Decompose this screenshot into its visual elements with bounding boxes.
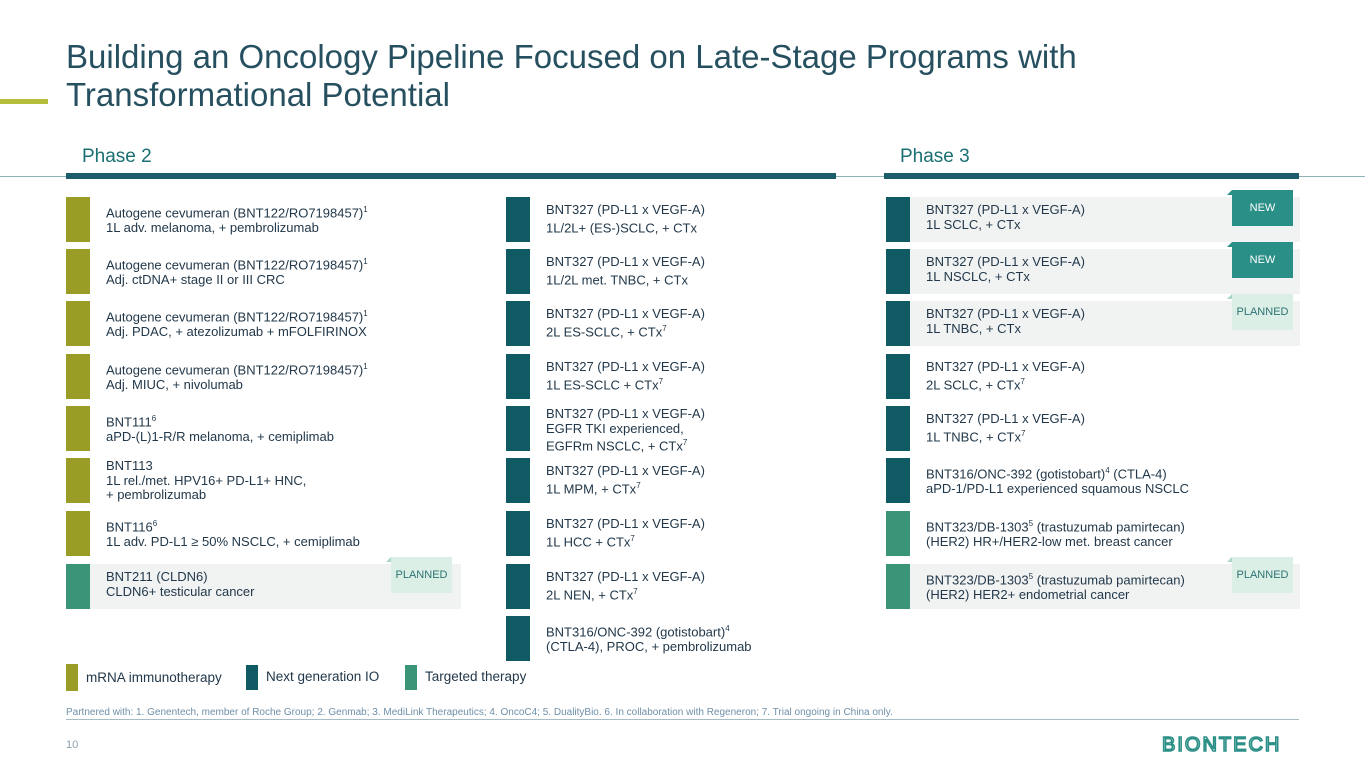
program-footnote: 5 bbox=[1028, 572, 1034, 581]
program-name: BNT116 bbox=[106, 519, 153, 535]
program-name: BNT327 (PD-L1 x VEGF-A) bbox=[546, 569, 705, 584]
pipeline-item bbox=[886, 354, 1300, 399]
category-swatch bbox=[506, 197, 530, 242]
program-indication: 1L/2L+ (ES-)SCLC, + CTx bbox=[546, 219, 697, 235]
program-footnote: 7 bbox=[662, 323, 667, 333]
program-footnote: 7 bbox=[1021, 428, 1026, 438]
program-name: BNT327 (PD-L1 x VEGF-A) bbox=[546, 406, 705, 421]
pipeline-item bbox=[506, 458, 836, 503]
legend-label: Next generation IO bbox=[266, 669, 380, 684]
program-indication: (CTLA-4), PROC, + pembrolizumab bbox=[546, 638, 752, 654]
program-indication: 1L NSCLC, + CTx bbox=[926, 268, 1030, 284]
pipeline-item bbox=[886, 406, 1300, 451]
program-indication: aPD-(L)1-R/R melanoma, + cemiplimab bbox=[106, 428, 334, 444]
program-indication: 1L adv. PD-L1 ≥ 50% NSCLC, + cemiplimab bbox=[106, 533, 360, 549]
program-name: BNT327 (PD-L1 x VEGF-A) bbox=[546, 359, 705, 374]
program-indication: 2L SCLC, + CTx bbox=[926, 376, 1021, 392]
category-swatch bbox=[66, 511, 90, 556]
legend-swatch bbox=[405, 665, 417, 690]
program-indication: 1L TNBC, + CTx bbox=[926, 320, 1021, 336]
program-footnote: 7 bbox=[636, 480, 641, 490]
pipeline-item bbox=[66, 301, 461, 346]
title-line-2: Transformational Potential bbox=[66, 76, 450, 113]
program-indication-line2: + pembrolizumab bbox=[106, 487, 207, 502]
legend-label: mRNA immunotherapy bbox=[86, 670, 222, 685]
pipeline-item bbox=[66, 406, 461, 451]
category-swatch bbox=[886, 564, 910, 609]
pipeline-item bbox=[506, 301, 836, 346]
program-name-suffix: (CTLA-4) bbox=[1109, 466, 1167, 482]
footnote: Partnered with: 1. Genentech, member of Roche Group; 2. Genmab; 3. MediLink Therapeutics; 4. OncoC4; 5. DualityBio. 6. In collaboration with Regeneron; 7. Trial ongoing in China only. bbox=[66, 707, 893, 718]
program-name: BNT327 (PD-L1 x VEGF-A) bbox=[546, 306, 705, 321]
category-swatch bbox=[506, 511, 530, 556]
pipeline-item bbox=[506, 511, 836, 556]
program-indication: 1L MPM, + CTx bbox=[546, 480, 637, 496]
category-swatch bbox=[886, 301, 910, 346]
category-swatch bbox=[66, 249, 90, 294]
program-footnote: 4 bbox=[1105, 466, 1110, 475]
program-indication: 1L SCLC, + CTx bbox=[926, 216, 1021, 232]
program-name: BNT327 (PD-L1 x VEGF-A) bbox=[546, 463, 705, 478]
program-name: BNT111 bbox=[106, 414, 152, 430]
program-indication: 1L adv. melanoma, + pembrolizumab bbox=[106, 219, 319, 235]
program-indication-line2: EGFRm NSCLC, + CTx bbox=[546, 438, 683, 454]
program-indication: 1L TNBC, + CTx bbox=[926, 428, 1021, 444]
footer-rule bbox=[66, 719, 1299, 720]
program-name: BNT327 (PD-L1 x VEGF-A) bbox=[926, 411, 1085, 426]
category-swatch bbox=[886, 511, 910, 556]
program-indication: Adj. MIUC, + nivolumab bbox=[106, 376, 243, 392]
program-name: BNT327 (PD-L1 x VEGF-A) bbox=[926, 254, 1085, 269]
accent-line bbox=[0, 99, 48, 104]
pipeline-item bbox=[66, 197, 461, 242]
legend-mrna bbox=[66, 664, 246, 692]
program-name: BNT323/DB-1303 bbox=[926, 572, 1029, 588]
program-indication: (HER2) HER2+ endometrial cancer bbox=[926, 586, 1130, 602]
program-name: BNT327 (PD-L1 x VEGF-A) bbox=[546, 202, 705, 217]
category-swatch bbox=[506, 301, 530, 346]
biontech-logo bbox=[1162, 733, 1300, 760]
pipeline-item bbox=[506, 564, 836, 609]
program-name: Autogene cevumeran (BNT122/RO7198457) bbox=[106, 309, 364, 325]
new-badge: NEW bbox=[1232, 190, 1293, 226]
new-badge: NEW bbox=[1232, 242, 1293, 278]
category-swatch bbox=[506, 564, 530, 609]
category-swatch bbox=[506, 354, 530, 399]
program-indication: 2L ES-SCLC, + CTx bbox=[546, 323, 663, 339]
category-swatch bbox=[66, 354, 90, 399]
phase-3-bar bbox=[884, 173, 1299, 179]
phase-2-label: Phase 2 bbox=[82, 146, 152, 167]
program-name: Autogene cevumeran (BNT122/RO7198457) bbox=[106, 257, 364, 273]
program-indication: 1L HCC + CTx bbox=[546, 533, 631, 549]
category-swatch bbox=[506, 616, 530, 661]
program-footnote: 1 bbox=[363, 362, 368, 371]
program-name: BNT327 (PD-L1 x VEGF-A) bbox=[926, 202, 1085, 217]
program-footnote: 1 bbox=[363, 309, 368, 318]
page-title bbox=[66, 38, 1266, 114]
category-swatch bbox=[886, 458, 910, 503]
program-footnote: 6 bbox=[151, 414, 157, 423]
program-name: BNT113 bbox=[106, 458, 153, 473]
category-swatch bbox=[506, 406, 530, 451]
category-swatch bbox=[66, 564, 90, 609]
category-swatch bbox=[886, 249, 910, 294]
program-indication: 1L/2L met. TNBC, + CTx bbox=[546, 271, 688, 287]
planned-badge: PLANNED bbox=[1232, 294, 1293, 330]
pipeline-item bbox=[506, 616, 836, 661]
category-swatch bbox=[506, 458, 530, 503]
legend-swatch bbox=[246, 665, 258, 690]
program-indication: Adj. PDAC, + atezolizumab + mFOLFIRINOX bbox=[106, 323, 367, 339]
pipeline-item bbox=[66, 354, 461, 399]
program-name-suffix: (trastuzumab pamirtecan) bbox=[1033, 519, 1185, 535]
program-name: BNT327 (PD-L1 x VEGF-A) bbox=[546, 254, 705, 269]
program-footnote: 7 bbox=[1020, 376, 1025, 386]
program-footnote: 4 bbox=[725, 624, 730, 633]
legend-targeted bbox=[405, 664, 555, 692]
pipeline-item bbox=[506, 354, 836, 399]
category-swatch bbox=[66, 197, 90, 242]
pipeline-item bbox=[506, 406, 836, 454]
program-footnote: 5 bbox=[1028, 519, 1034, 528]
biontech-logo-icon bbox=[1162, 733, 1300, 755]
pipeline-item bbox=[66, 511, 461, 556]
legend-io bbox=[246, 664, 396, 692]
program-indication: 1L rel./met. HPV16+ PD-L1+ HNC, bbox=[106, 472, 307, 488]
logo-lettering: BIONTECH bbox=[1162, 734, 1282, 755]
program-footnote: 1 bbox=[363, 205, 368, 214]
pipeline-item bbox=[886, 458, 1300, 503]
program-indication: Adj. ctDNA+ stage II or III CRC bbox=[106, 271, 285, 287]
page-number: 10 bbox=[66, 739, 79, 751]
pipeline-item bbox=[506, 249, 836, 294]
program-footnote: 7 bbox=[633, 586, 638, 596]
program-footnote: 6 bbox=[152, 519, 158, 528]
category-swatch bbox=[66, 301, 90, 346]
program-name: BNT316/ONC-392 (gotistobart) bbox=[546, 624, 726, 640]
program-name: BNT327 (PD-L1 x VEGF-A) bbox=[926, 359, 1085, 374]
category-swatch bbox=[506, 249, 530, 294]
program-indication: EGFR TKI experienced, bbox=[546, 420, 684, 436]
program-name-suffix: (trastuzumab pamirtecan) bbox=[1033, 572, 1185, 588]
legend-label: Targeted therapy bbox=[425, 669, 527, 684]
title-line-1: Building an Oncology Pipeline Focused on Late-Stage Programs with bbox=[66, 38, 1077, 75]
program-name: BNT211 (CLDN6) bbox=[106, 569, 208, 584]
phase-2-bar bbox=[66, 173, 836, 179]
phase-3-label: Phase 3 bbox=[900, 146, 970, 167]
program-footnote: 7 bbox=[630, 533, 635, 543]
category-swatch bbox=[66, 406, 90, 451]
category-swatch bbox=[886, 354, 910, 399]
legend-swatch bbox=[66, 664, 78, 691]
program-footnote: 7 bbox=[682, 438, 688, 447]
planned-badge: PLANNED bbox=[391, 557, 452, 593]
program-name: Autogene cevumeran (BNT122/RO7198457) bbox=[106, 205, 364, 221]
program-footnote: 1 bbox=[363, 257, 368, 266]
program-name: BNT323/DB-1303 bbox=[926, 519, 1029, 535]
program-name: BNT316/ONC-392 (gotistobart) bbox=[926, 466, 1106, 482]
category-swatch bbox=[66, 458, 90, 503]
program-footnote: 7 bbox=[658, 376, 664, 386]
pipeline-item bbox=[886, 511, 1300, 556]
program-indication: 2L NEN, + CTx bbox=[546, 586, 634, 602]
category-swatch bbox=[886, 197, 910, 242]
pipeline-item bbox=[66, 458, 461, 503]
program-indication: CLDN6+ testicular cancer bbox=[106, 583, 255, 599]
program-indication: aPD-1/PD-L1 experienced squamous NSCLC bbox=[926, 480, 1190, 496]
pipeline-item bbox=[66, 249, 461, 294]
program-indication: (HER2) HR+/HER2-low met. breast cancer bbox=[926, 533, 1173, 549]
category-swatch bbox=[886, 406, 910, 451]
planned-badge: PLANNED bbox=[1232, 557, 1293, 593]
program-name: Autogene cevumeran (BNT122/RO7198457) bbox=[106, 362, 364, 378]
program-indication: 1L ES-SCLC + CTx bbox=[546, 376, 659, 392]
program-name: BNT327 (PD-L1 x VEGF-A) bbox=[546, 516, 705, 531]
pipeline-item bbox=[506, 197, 836, 242]
program-name: BNT327 (PD-L1 x VEGF-A) bbox=[926, 306, 1085, 321]
